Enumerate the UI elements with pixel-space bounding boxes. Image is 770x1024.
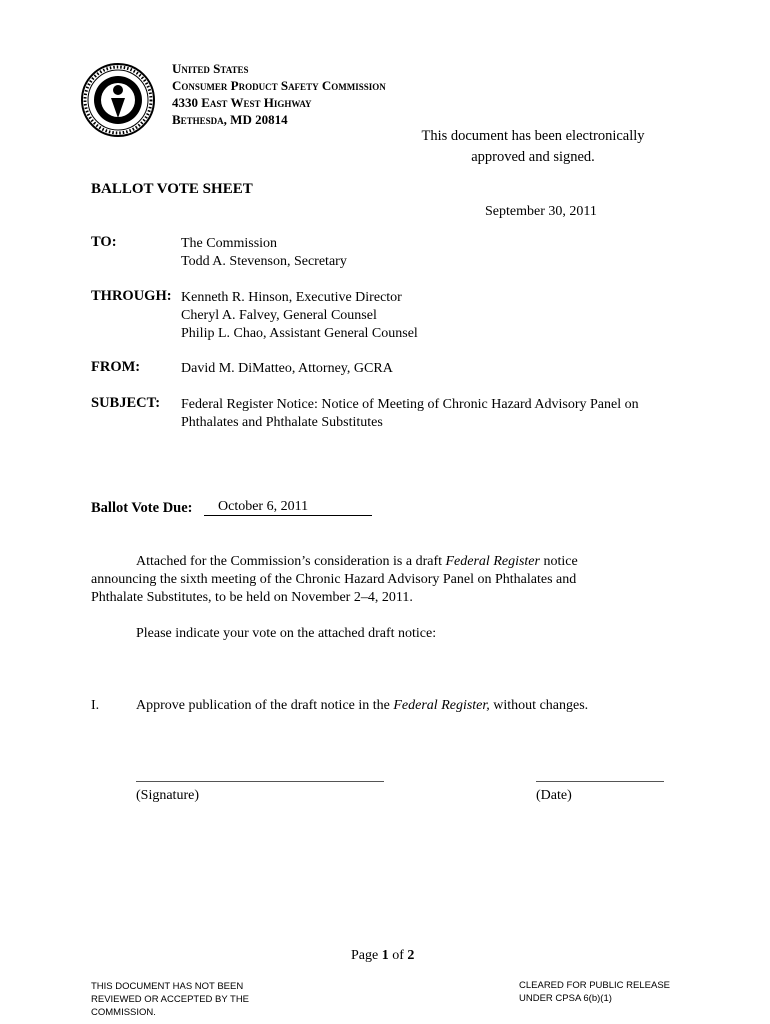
letterhead-line-3: 4330 East West Highway — [172, 95, 312, 110]
letterhead-line-1: United States — [172, 61, 249, 76]
to-line: Todd A. Stevenson, Secretary — [181, 254, 347, 269]
through-line: Philip L. Chao, Assistant General Counsel — [181, 326, 418, 341]
footer-disclaimer — [91, 980, 249, 1019]
document-date: September 30, 2011 — [485, 204, 597, 219]
to-line: The Commission — [181, 236, 278, 251]
ballot-due-underline — [204, 515, 372, 516]
ballot-due-label: Ballot Vote Due: — [91, 500, 193, 516]
page-total: 2 — [407, 948, 415, 963]
option-number: I. — [91, 698, 100, 713]
page-current: 1 — [381, 948, 389, 963]
footer-clearance — [519, 979, 670, 1005]
intro-emphasis: Federal Register — [445, 554, 540, 569]
option-text-part: Approve publication of the draft notice in the — [136, 698, 394, 713]
footer-right-line: CLEARED FOR PUBLIC RELEASE — [519, 980, 670, 991]
intro-text: notice — [539, 554, 578, 569]
stamp-line-1: This document has been electronically — [421, 128, 645, 144]
page-prefix: Page — [351, 948, 382, 963]
subject-label: SUBJECT: — [91, 395, 161, 411]
footer-right-line: UNDER CPSA 6(b)(1) — [519, 993, 612, 1004]
ballot-due-date: October 6, 2011 — [218, 499, 309, 514]
page-number — [351, 947, 414, 965]
through-line: Kenneth R. Hinson, Executive Director — [181, 290, 402, 305]
option-text — [136, 697, 588, 715]
subject-value — [181, 396, 639, 432]
intro-line-3: Phthalate Substitutes, to be held on November 2–4, 2011. — [91, 590, 413, 605]
option-text-part: without changes. — [489, 698, 589, 713]
stamp-line-2: approved and signed. — [471, 149, 595, 165]
from-value: David M. DiMatteo, Attorney, GCRA — [181, 361, 393, 376]
from-label: FROM: — [91, 359, 141, 375]
letterhead — [172, 60, 386, 128]
intro-line-1 — [91, 553, 578, 571]
through-label: THROUGH: — [91, 288, 172, 304]
footer-left-line: COMMISSION. — [91, 1007, 156, 1018]
cpsc-seal-logo — [80, 62, 156, 138]
through-line: Cheryl A. Falvey, General Counsel — [181, 308, 377, 323]
subject-line: Federal Register Notice: Notice of Meeting of Chronic Hazard Advisory Panel on — [181, 397, 639, 412]
signature-label: (Signature) — [136, 788, 199, 803]
subject-line: Phthalates and Phthalate Substitutes — [181, 415, 383, 430]
vote-instruction: Please indicate your vote on the attached draft notice: — [136, 626, 437, 641]
letterhead-line-4: Bethesda, MD 20814 — [172, 112, 288, 127]
date-label: (Date) — [536, 788, 572, 803]
intro-line-2: announcing the sixth meeting of the Chronic Hazard Advisory Panel on Phthalates and — [91, 572, 577, 587]
to-value — [181, 235, 347, 271]
footer-left-line: THIS DOCUMENT HAS NOT BEEN — [91, 981, 244, 992]
to-label: TO: — [91, 234, 117, 250]
footer-left-line: REVIEWED OR ACCEPTED BY THE — [91, 994, 250, 1005]
option-emphasis: Federal Register, — [393, 698, 490, 713]
page-middle: of — [388, 948, 408, 963]
signature-line[interactable] — [136, 781, 384, 782]
intro-paragraph — [91, 553, 578, 607]
through-value — [181, 289, 418, 343]
electronic-signature-stamp — [410, 126, 656, 168]
letterhead-line-2: Consumer Product Safety Commission — [172, 78, 386, 93]
intro-text: Attached for the Commission’s consideration is a draft — [136, 554, 446, 569]
document-title: BALLOT VOTE SHEET — [91, 181, 253, 197]
date-line[interactable] — [536, 781, 664, 782]
